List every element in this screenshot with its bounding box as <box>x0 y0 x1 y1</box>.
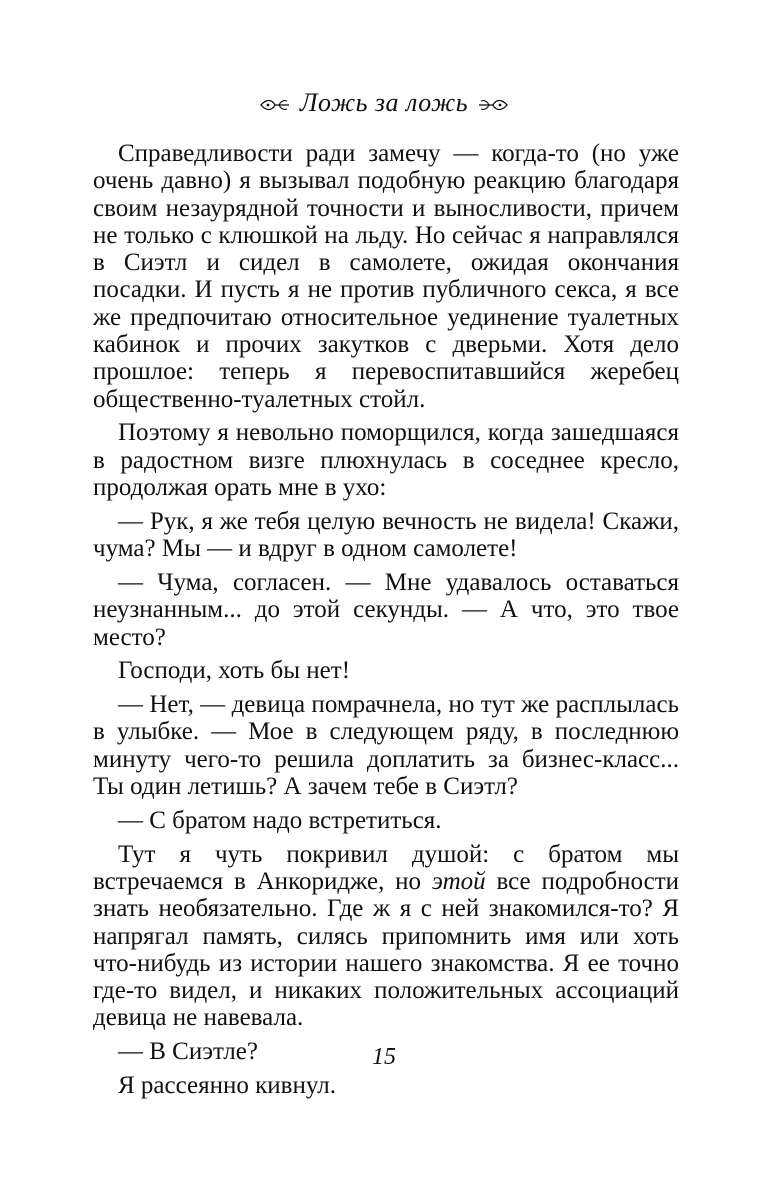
paragraph-5: Я рассеянно кивнул. <box>118 1072 336 1099</box>
leaf-ornament-right-icon <box>478 98 508 112</box>
paragraph-4 <box>93 841 679 1032</box>
paragraph-4-part-2: все подробности знать необязательно. Где ж я с ней знакомился-то? Я напрягал память, силясь припомнить имя или хоть что-нибудь из истории нашего знакомства. Я ее точно где-то видел, и никаких положительных ассоциаций девица не навевала. <box>93 867 679 1032</box>
dialogue-line-4: — С братом надо встретиться. <box>118 806 442 834</box>
paragraph-1: Справедливости ради замечу — когда-то (но уже очень давно) я вызывал подобную реакцию благодаря своим незаурядной точности и выносливости, причем не только с клюшкой на льду. Но сейчас я направлялся в Сиэтл и сидел в самолете, ожидая окончания посадки. И пусть я не против публичного секса, я все же предпочитаю относительное уединение туалетных кабинок и прочих закутков с дверьми. Хотя дело прошлое: теперь я перевоспитавшийся жеребец общественно-туалетных стойл. <box>93 140 679 413</box>
book-title: Ложь за ложь <box>299 88 469 117</box>
body-text <box>93 140 679 1106</box>
dialogue-line-1: — Рук, я же тебя целую вечность не видела! Скажи, чума? Мы — и вдруг в одном самолете! <box>93 507 679 563</box>
dialogue-line-2: — Чума, согласен. — Мне удавалось оставаться неузнанным... до этой секунды. — А что, это твое место? <box>93 568 679 651</box>
page-number: 15 <box>372 1044 396 1070</box>
dialogue-line-3: — Нет, — девица помрачнела, но тут же расплылась в улыбке. — Мое в следующем ряду, в последнюю минуту чего-то решила доплатить за бизнес-класс... Ты один летишь? А зачем тебе в Сиэтл? <box>93 691 679 801</box>
dialogue-line-5: — В Сиэтле? <box>118 1038 258 1066</box>
paragraph-3: Господи, хоть бы нет! <box>118 657 351 685</box>
paragraph-4-part-1: Тут я чуть покривил душой: с братом мы встречаемся в Анкоридже, но <box>93 840 679 895</box>
paragraph-4-emphasis: этой <box>431 867 486 895</box>
leaf-ornament-left-icon <box>260 98 290 112</box>
paragraph-2: Поэтому я невольно поморщился, когда зашедшаяся в радостном визге плюхнулась в соседнее кресло, продолжая орать мне в ухо: <box>93 419 679 502</box>
running-header <box>0 86 768 120</box>
